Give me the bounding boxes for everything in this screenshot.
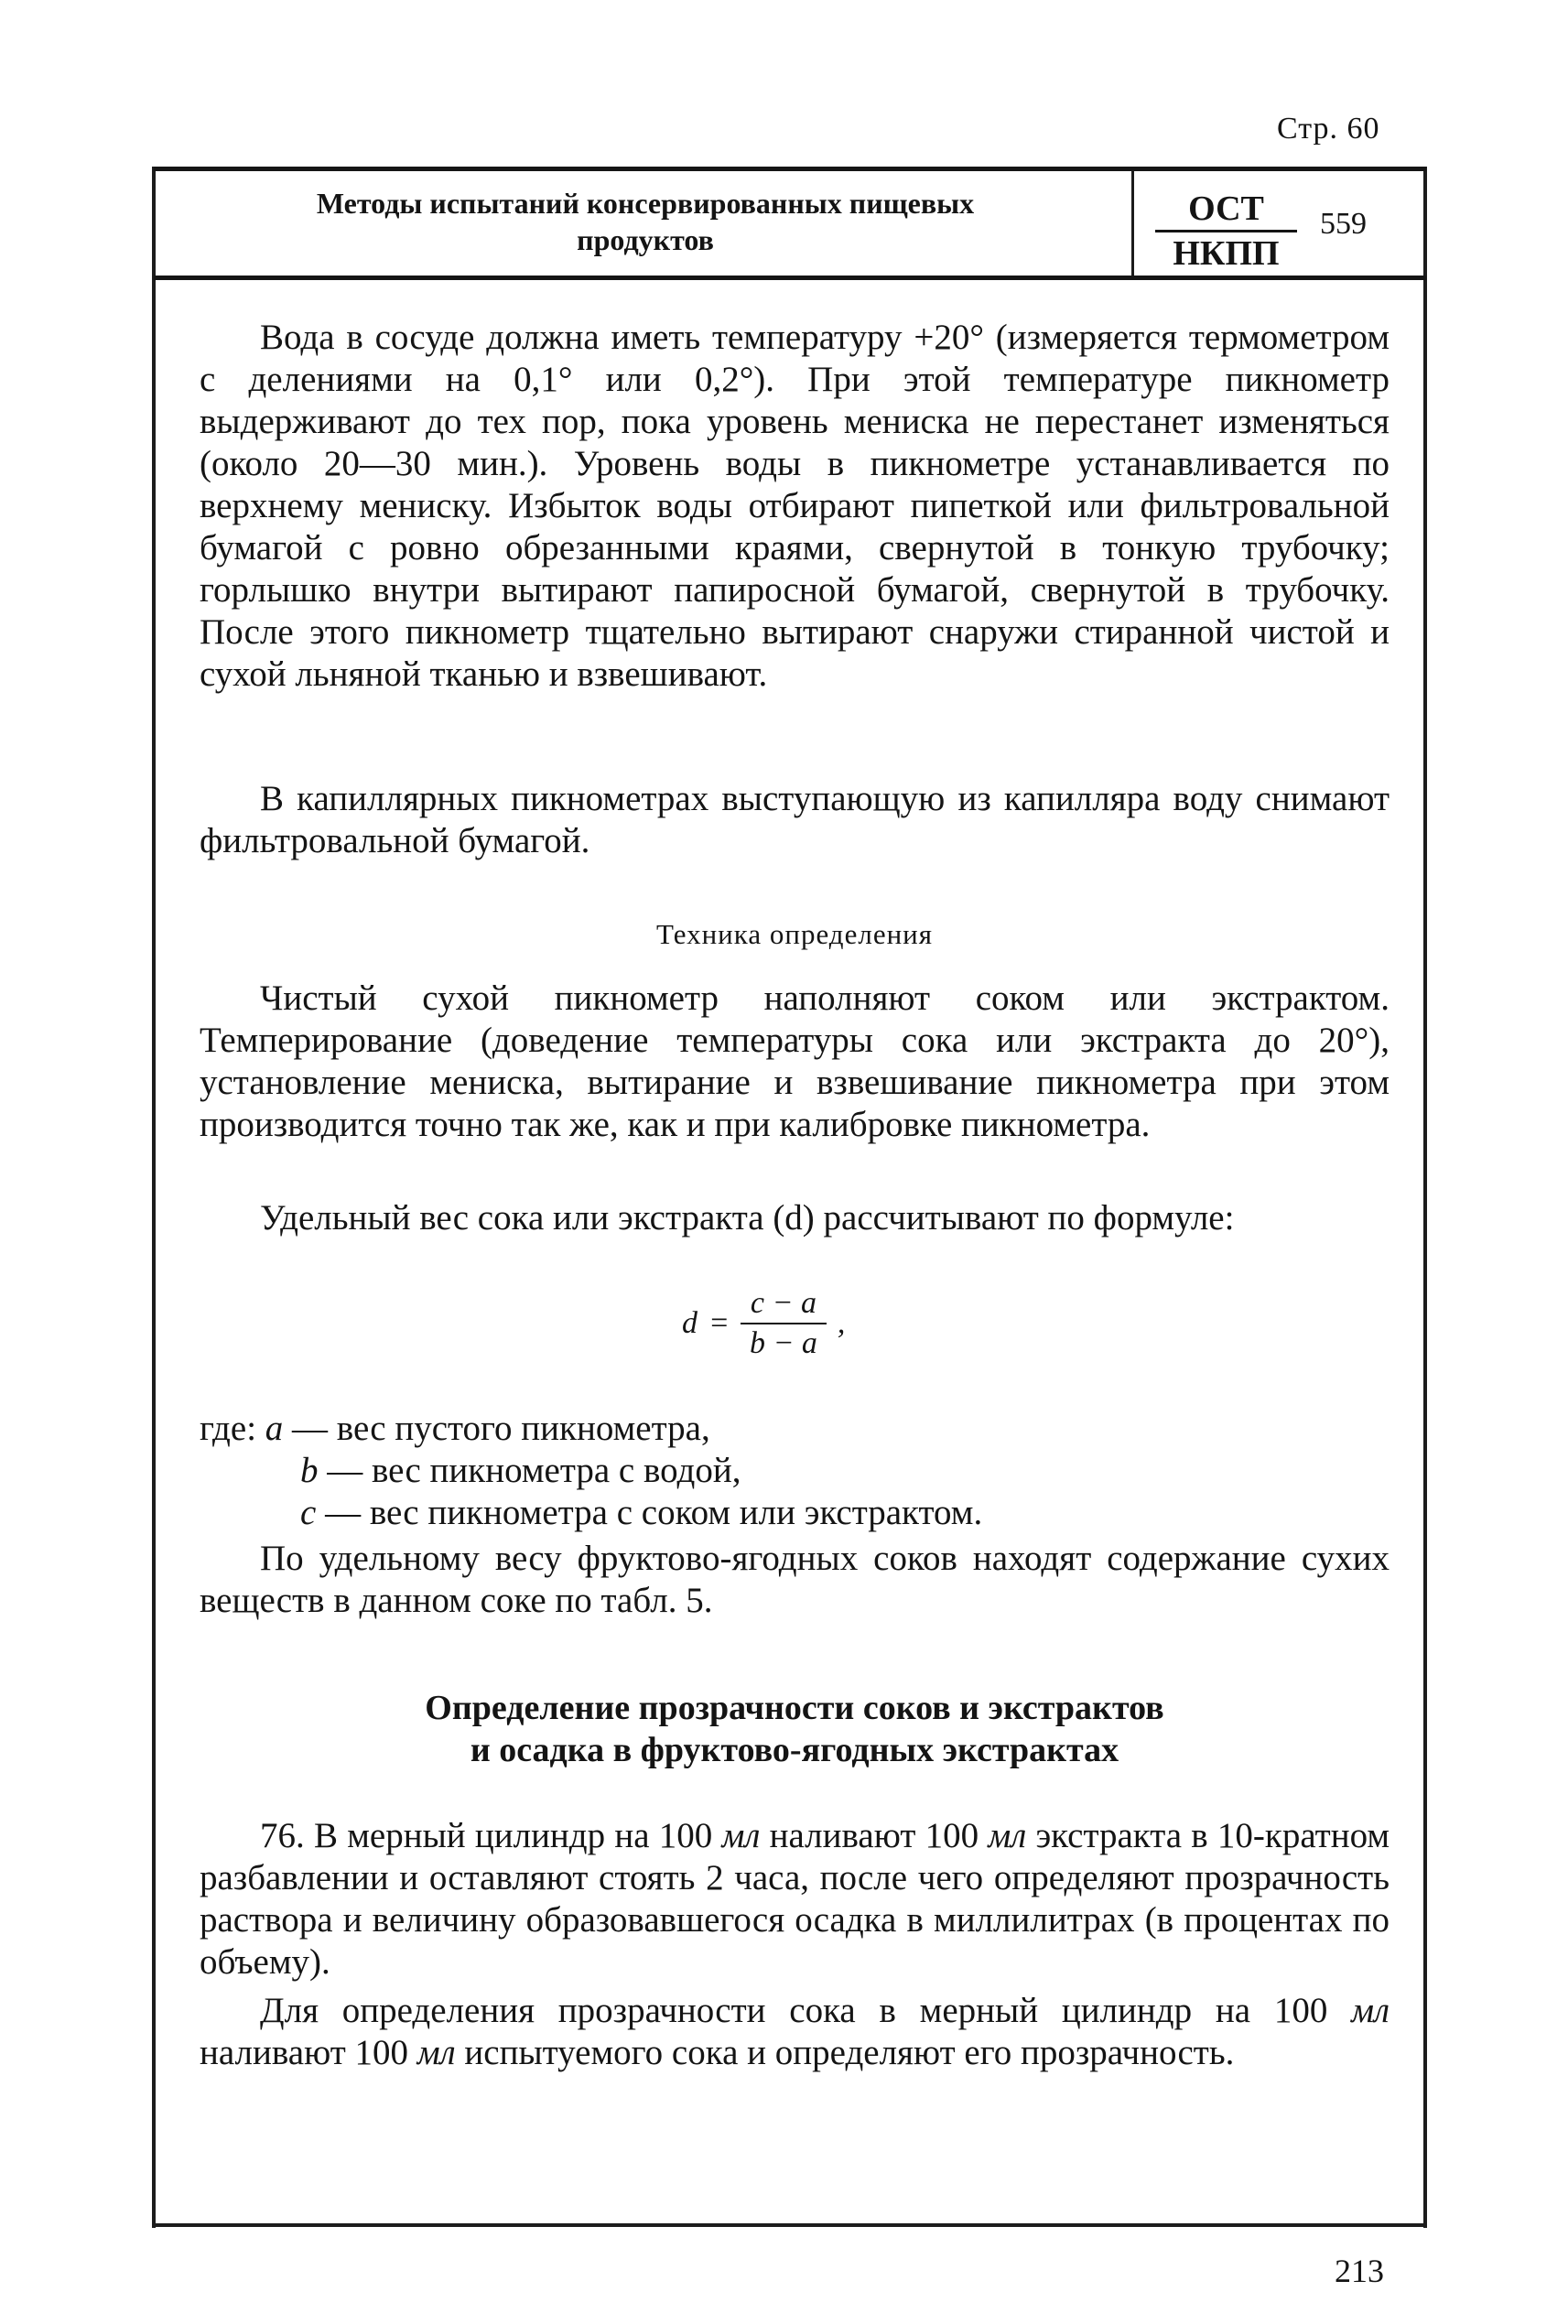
paragraph-water-temperature: Вода в сосуде должна иметь температуру +20° (измеряется термометром с делениями на 0,1° или 0,2°). При этой температуре пикнометр выдерживают до тех пор, пока уровень мениска не перестанет изменяться (около 20—30 мин.). Уровень воды в пикнометре устанавливается по верхнему мениску. Избыток воды отбирают пипеткой или фильтровальной бумагой с ровно обрезанными краями, свернутой в тонкую трубочку; горлышко внутри вытирают папиросной бумагой, свернутой в трубочку. После этого пикнометр тщательно вытирают снаружи стиранной чистой и сухой льняной тканью и взвешивают.	[200, 318, 1390, 694]
formula-lhs: d	[682, 1306, 697, 1340]
p7-end: испытуемого сока и определяют его прозрачность.	[455, 2033, 1235, 2072]
p7-unit2: мл	[416, 2033, 456, 2072]
p6-mid: наливают 100	[760, 1816, 989, 1855]
formula-equals: =	[708, 1306, 730, 1340]
p7-mid: наливают 100	[200, 2033, 417, 2072]
legend-var-c: c	[300, 1493, 317, 1532]
p6-start: 76. В мерный цилиндр на 100	[260, 1816, 722, 1855]
legend-where: где:	[200, 1409, 257, 1448]
p7-start: Для определения прозрачности сока в мерный цилиндр на 100	[260, 1991, 1352, 2030]
right-border	[1423, 167, 1427, 2228]
legend-row-c	[200, 1492, 982, 1534]
legend-row-a	[200, 1408, 982, 1450]
left-border	[152, 167, 156, 2228]
formula-legend	[200, 1408, 982, 1534]
p6-unit1: мл	[721, 1816, 761, 1855]
paragraph-dry-matter: По удельному весу фруктово-ягодных соков находят содержание сухих веществ в данном соке по табл. 5.	[200, 1539, 1390, 1620]
p6-end: экстракта в 10-кратном разбавлении и оставляют стоять 2 часа, после чего определяют прозрачность раствора и величину образовавшегося осадка в миллилитрах (в процентах по объему).	[200, 1816, 1390, 1982]
formula-denominator: b − a	[741, 1323, 827, 1361]
header-top-rule	[154, 167, 1426, 171]
density-formula	[682, 1286, 845, 1361]
legend-var-b: b	[300, 1451, 319, 1490]
legend-text-c: — вес пикнометра с соком или экстрактом.	[325, 1493, 983, 1532]
header-title-line2: продуктов	[577, 223, 714, 256]
header-title-line1: Методы испытаний консервированных пищевых	[316, 187, 975, 220]
header-title	[165, 185, 1126, 258]
page-number: 213	[1335, 2253, 1384, 2289]
p7-unit1: мл	[1351, 1991, 1390, 2030]
standard-designation	[1155, 188, 1297, 275]
paragraph-technique: Чистый сухой пикнометр наполняют соком или экстрактом. Темперирование (доведение температуры сока или экстракта до 20°), установление мениска, вытирание и взвешивание пикнометра при этом производится точно так же, как и при калибровке пикнометра.	[200, 978, 1390, 1144]
formula-fraction	[741, 1286, 827, 1361]
legend-text-a: — вес пустого пикнометра,	[292, 1409, 710, 1448]
paragraph-juice-transparency	[200, 1990, 1390, 2074]
header-bottom-rule	[154, 276, 1426, 280]
heading-transparency-line1: Определение прозрачности соков и экстрактов	[425, 1689, 1164, 1727]
heading-technique: Техника определения	[655, 918, 934, 950]
standard-number: 559	[1320, 207, 1367, 241]
heading-transparency-line2: и осадка в фруктово-ягодных экстрактах	[470, 1731, 1119, 1769]
legend-row-b	[200, 1450, 982, 1492]
formula-trailing-comma: ,	[837, 1306, 846, 1340]
page-reference: Стр. 60	[1277, 112, 1380, 146]
standard-bottom: НКПП	[1155, 230, 1297, 275]
legend-text-b: — вес пикнометра с водой,	[327, 1451, 741, 1490]
legend-var-a: a	[265, 1409, 284, 1448]
paragraph-formula-intro: Удельный вес сока или экстракта (d) рассчитывают по формуле:	[260, 1198, 1235, 1238]
header-divider	[1131, 170, 1134, 276]
p6-unit2: мл	[988, 1816, 1027, 1855]
formula-numerator: c − a	[750, 1286, 816, 1320]
standard-top: ОСТ	[1188, 189, 1264, 228]
bottom-rule	[154, 2223, 1426, 2227]
paragraph-item-76	[200, 1815, 1390, 1984]
paragraph-capillary: В капиллярных пикнометрах выступающую из капилляра воду снимают фильтровальной бумагой.	[200, 779, 1390, 860]
heading-transparency	[200, 1687, 1390, 1771]
